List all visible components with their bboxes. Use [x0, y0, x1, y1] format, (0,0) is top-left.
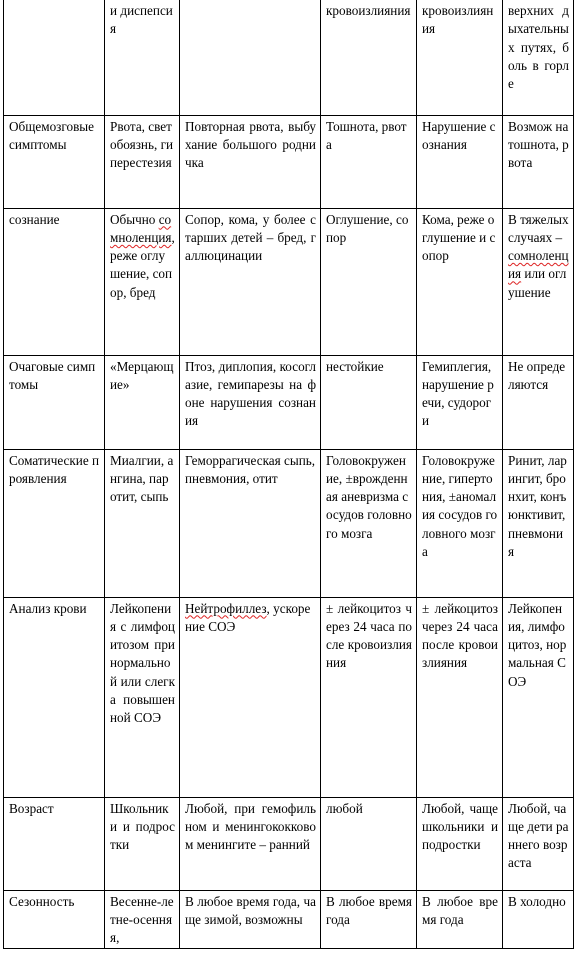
table-cell: кровоизлияния: [417, 0, 503, 115]
cell-text: В тяжелых случаях –: [508, 211, 569, 245]
table-cell: Гемиплегия, нарушение речи, судороги: [417, 355, 503, 449]
table-cell: Школьники и подростки: [105, 797, 180, 890]
table-row: [4, 355, 574, 449]
table-cell: В любое время года: [321, 890, 417, 948]
table-cell: Геморрагическая сыпь, пневмония, отит: [180, 449, 321, 597]
spellcheck-underlined-word: сомноленция: [508, 248, 569, 282]
cell-text: , реже оглушение, сопор, бред: [110, 229, 175, 300]
table-cell: ± лейкоцитоз через 24 часа после кровоизлияния: [321, 597, 417, 797]
table-cell: В любое время года, чаще зимой, возможны: [180, 890, 321, 948]
table-cell: Миалгии, ангина, паротит, сыпь: [105, 449, 180, 597]
row-label-cell: [4, 0, 105, 115]
table-cell: Тошнота, рвота: [321, 115, 417, 208]
table-row: [4, 597, 574, 797]
table-row: [4, 449, 574, 597]
table-cell: Любой, при гемофильном и менингококковом менингите – ранний: [180, 797, 321, 890]
table-cell: Лейкопения с лимфоцитозом при нормальной или слегка повышенной СОЭ: [105, 597, 180, 797]
table-row: [4, 797, 574, 890]
table-cell: нестойкие: [321, 355, 417, 449]
comparison-table: [3, 0, 574, 949]
table-cell: [105, 208, 180, 355]
table-cell: [180, 597, 321, 797]
table-cell: Повторная рвота, выбухание большого родничка: [180, 115, 321, 208]
table-cell: Не определяются: [503, 355, 574, 449]
cell-text: , ускорение СОЭ: [185, 600, 311, 634]
table-cell: Сопор, кома, у более старших детей – бред, галлюцинации: [180, 208, 321, 355]
row-label-cell: Общемозговые симптомы: [4, 115, 105, 208]
table-cell: ± лейкоцитоз через 24 часа после кровоизлияния: [417, 597, 503, 797]
table-cell: Рвота, светобоязнь, гиперестезия: [105, 115, 180, 208]
table-cell: Лейкопения, лимфоцитоз, нормальная СОЭ: [503, 597, 574, 797]
table-cell: кровоизлияния: [321, 0, 417, 115]
table-cell: В любое время года: [417, 890, 503, 948]
table-cell: Головокружение, ±врожденная аневризма сосудов головного мозга: [321, 449, 417, 597]
table-cell: верхних дыхательных путях, боль в горле: [503, 0, 574, 115]
row-label-cell: Возраст: [4, 797, 105, 890]
table-cell: Оглушение, сопор: [321, 208, 417, 355]
spellcheck-underlined-word: Нейтрофиллез: [185, 600, 267, 616]
table-cell: Кома, реже оглушение и сопор: [417, 208, 503, 355]
table-cell: Нарушение сознания: [417, 115, 503, 208]
table-cell: [503, 208, 574, 355]
table-row: [4, 115, 574, 208]
row-label-cell: сознание: [4, 208, 105, 355]
table-cell: Головокружение, гипертония, ±аномалия сосудов головного мозга: [417, 449, 503, 597]
table-cell: Любой, чаще дети раннего возраста: [503, 797, 574, 890]
spellcheck-underlined-word: сомноленция: [110, 211, 172, 245]
table-cell: Возмож на тошнота, рвота: [503, 115, 574, 208]
row-label-cell: Соматические проявления: [4, 449, 105, 597]
table-cell: [180, 0, 321, 115]
row-label-cell: Сезонность: [4, 890, 105, 948]
row-label-cell: Очаговые симптомы: [4, 355, 105, 449]
table-cell: и диспепсия: [105, 0, 180, 115]
table-cell: «Мерцающие»: [105, 355, 180, 449]
table-cell: В холодно: [503, 890, 574, 948]
table-cell: Весенне-летне-осенняя,: [105, 890, 180, 948]
cell-text: или оглушение: [508, 266, 567, 300]
table-row: [4, 890, 574, 948]
table-row: [4, 208, 574, 355]
table-cell: Птоз, диплопия, косоглазие, гемипарезы на фоне нарушения сознания: [180, 355, 321, 449]
cell-text: Обычно: [110, 211, 159, 227]
table-cell: любой: [321, 797, 417, 890]
table-row: [4, 0, 574, 115]
row-label-cell: Анализ крови: [4, 597, 105, 797]
table-cell: Ринит, ларингит, бронхит, конъюнктивит, пневмония: [503, 449, 574, 597]
table-cell: Любой, чаще школьники и подростки: [417, 797, 503, 890]
